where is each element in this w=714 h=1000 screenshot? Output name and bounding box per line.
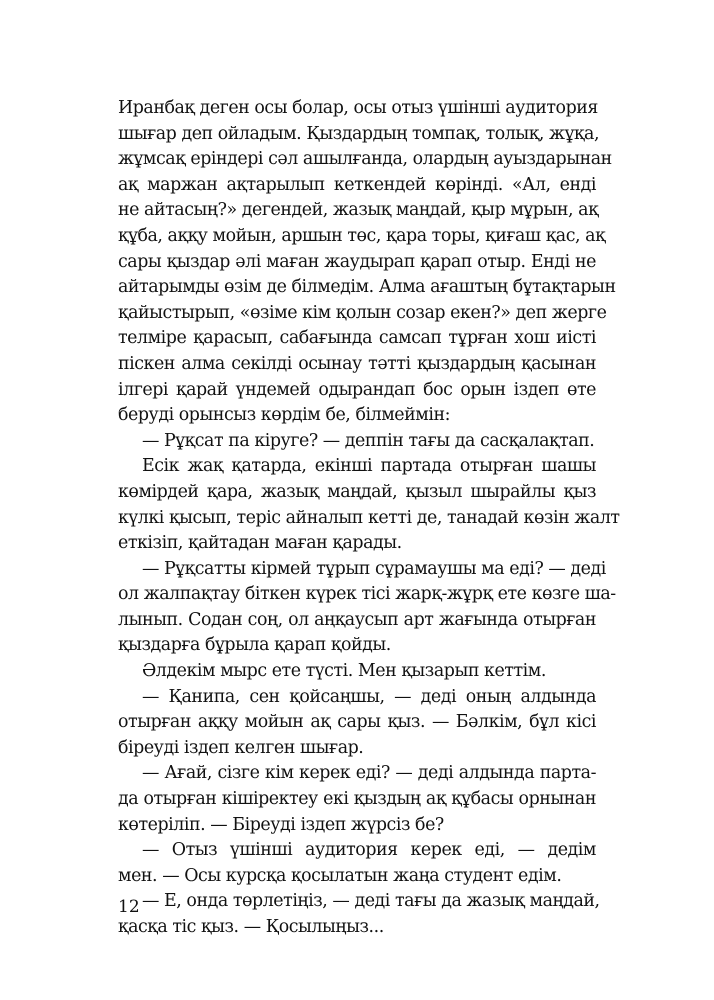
- text-line: ақ маржан ақтарылып кеткендей көрінді. «Ал, енді: [118, 174, 596, 195]
- text-line: қыздарға бұрыла қарап қойды.: [118, 635, 391, 656]
- text-line: қайыстырып, «өзіме кім қолын созар екен?» деп жерге: [118, 302, 607, 323]
- text-line: Есік жақ қатарда, екінші партада отырған шашы: [142, 456, 596, 477]
- text-line: сары қыздар әлі маған жаудырап қарап отыр. Енді не: [118, 251, 596, 272]
- text-line: айтарымды өзім де білмедім. Алма ағаштың бұтақтарын: [118, 277, 616, 298]
- text-line: лынып. Содан соң, ол аңқаусып арт жағында отырған: [118, 609, 596, 630]
- page-body: [118, 96, 620, 941]
- text-line: телміре қарасып, сабағында самсап тұрған хош иісті: [118, 328, 596, 349]
- text-line: шығар деп ойладым. Қыздардың томпақ, толық, жұқа,: [118, 123, 600, 144]
- text-line: — Е, онда төрлетіңіз, — деді тағы да жазық маңдай,: [142, 891, 600, 912]
- text-line: қасқа тіс қыз. — Қосылыңыз...: [118, 917, 384, 937]
- text-line: — Ағай, сізге кім керек еді? — деді алдында парта-: [142, 763, 596, 784]
- text-line: отырған аққу мойын ақ сары қыз. — Бәлкім, бұл кісі: [118, 712, 596, 733]
- text-line: еткізіп, қайтадан маған қарады.: [118, 533, 402, 554]
- text-line: не айтасың?» дегендей, жазық маңдай, қыр мұрын, ақ: [118, 200, 599, 221]
- text-line: беруді орынсыз көрдім бе, білмеймін:: [118, 405, 450, 426]
- text-line: ілгері қарай үндемей одырандап бос орын іздеп өте: [118, 379, 596, 400]
- text-line: күлкі қысып, теріс айналып кетті де, танадай көзін жалт: [118, 507, 620, 528]
- text-line: көтеріліп. — Біреуді іздеп жүрсіз бе?: [118, 814, 444, 835]
- text-line: көмірдей қара, жазық маңдай, қызыл шырайлы қыз: [118, 481, 596, 502]
- text-line: піскен алма секілді осынау тәтті қыздардың қасынан: [118, 353, 596, 374]
- text-line: Иранбақ деген осы болар, осы отыз үшінші аудитория: [118, 98, 598, 118]
- text-line: — Қанипа, сен қойсаңшы, — деді оның алдында: [142, 686, 596, 707]
- text-line: — Рұқсатты кірмей тұрып сұрамаушы ма еді? — деді: [142, 558, 606, 579]
- text-line: құба, аққу мойын, аршын төс, қара торы, қиғаш қас, ақ: [118, 225, 606, 246]
- text-line: мен. — Осы курсқа қосылатын жаңа студент едім.: [118, 865, 562, 886]
- text-line: — Отыз үшінші аудитория керек еді, — дедім: [142, 840, 596, 861]
- text-line: — Рұқсат па кіруге? — деппін тағы да сасқалақтап.: [142, 430, 595, 451]
- text-line: да отырған кішіректеу екі қыздың ақ құбасы орнынан: [118, 789, 596, 810]
- text-line: жұмсақ еріндері сәл ашылғанда, олардың ауыздарынан: [118, 149, 612, 170]
- text-line: ол жалпақтау біткен күрек тісі жарқ-жұрқ ете көзге ша-: [118, 584, 616, 605]
- page-number: 12: [118, 897, 140, 917]
- text-line: Әлдекім мырс ете түсті. Мен қызарып кеттім.: [142, 661, 546, 682]
- text-line: біреуді іздеп келген шығар.: [118, 737, 364, 758]
